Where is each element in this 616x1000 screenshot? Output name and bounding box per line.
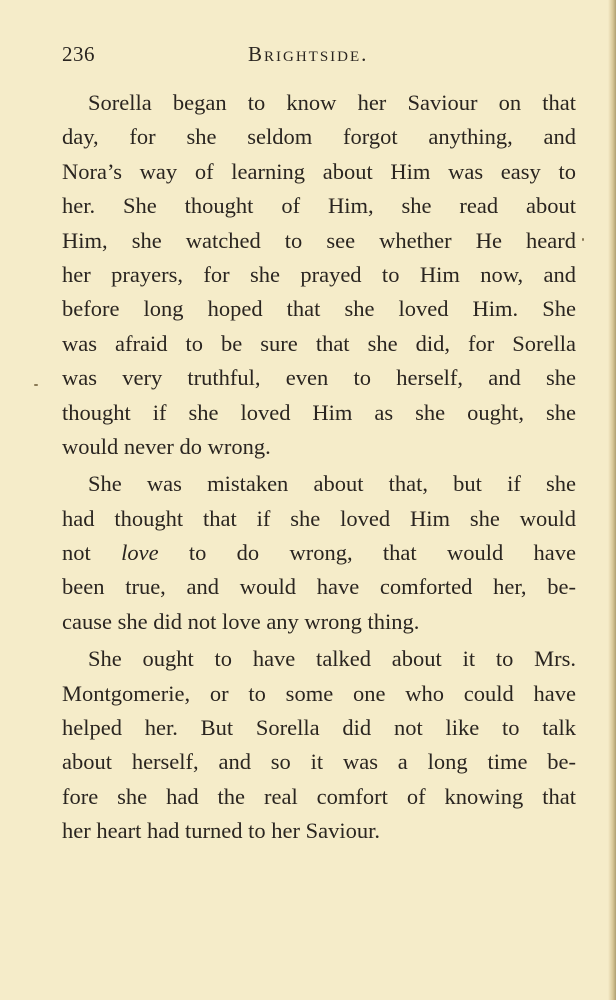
text-line: would never do wrong. [62,433,271,459]
text-line: thought if she loved Him as she ought, she [62,399,576,425]
text-line: Montgomerie, or to some one who could have [62,680,576,706]
text-line: Him, she watched to see whether He heard [62,227,576,253]
text-line: her prayers, for she prayed to Him now, and [62,261,576,287]
text-line: Sorella began to know her Saviour on that [88,90,576,115]
text-line: day, for she seldom forgot anything, and [62,124,576,150]
text-line: had thought that if she loved Him she would [62,505,576,531]
text-line: fore she had the real comfort of knowing that [62,783,576,809]
body-text [62,86,576,849]
text-line: Nora’s way of learning about Him was easy to [62,158,576,184]
print-speck [582,238,584,241]
running-title: Brightside. [248,42,369,66]
text-line: helped her. But Sorella did not like to talk [62,715,576,741]
text-line: She ought to have talked about it to Mrs. [88,646,576,672]
page-number: 236 [62,42,95,66]
page-edge-shadow [608,0,616,1000]
text-line: her heart had turned to her Saviour. [62,818,381,844]
text-line-with-italic [62,536,576,570]
italic-word: love [121,540,159,566]
text-line: was very truthful, even to herself, and she [62,365,576,391]
text-line: about herself, and so it was a long time be- [62,749,576,775]
text-line: been true, and would have comforted her, be- [62,574,576,600]
running-head [62,42,577,72]
text-fragment: not [62,540,91,566]
text-line: her. She thought of Him, she read about [62,193,576,219]
text-line: was afraid to be sure that she did, for Sorella [62,330,576,356]
text-fragment: to do wrong, that would have [188,540,576,566]
print-speck [34,384,38,386]
text-line: before long hoped that she loved Him. She [62,296,576,322]
text-line: cause she did not love any wrong thing. [62,608,420,634]
text-line: She was mistaken about that, but if she [88,471,576,497]
